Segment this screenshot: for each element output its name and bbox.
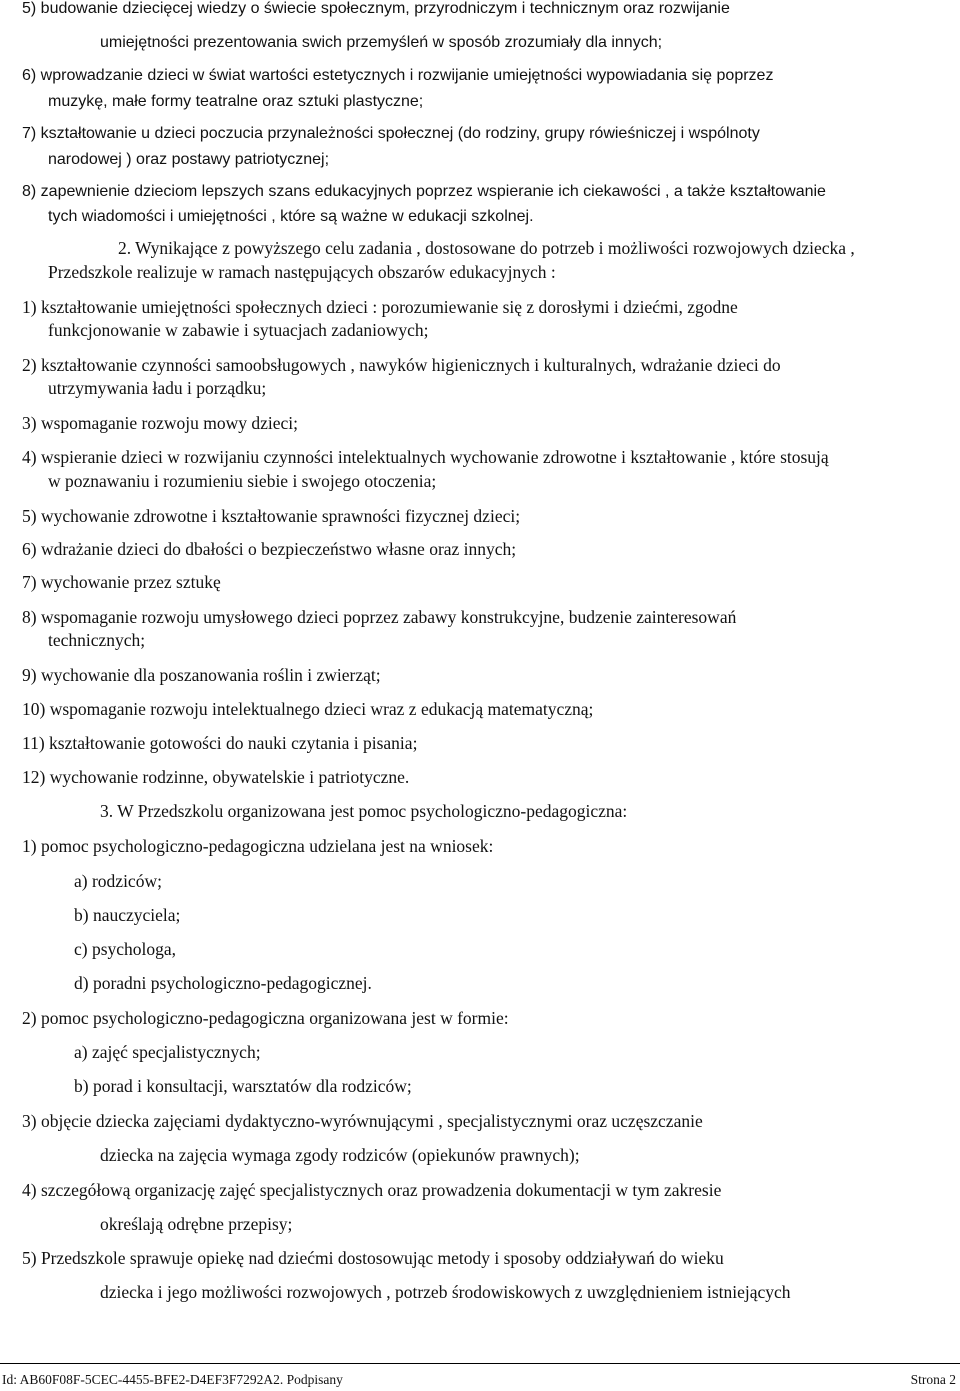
para-8-line-1: 8) zapewnienie dzieciom lepszych szans edukacyjnych poprzez wspieranie ich ciekawości , a także kształtowanie [22,183,826,200]
help-1b: b) nauczyciela; [74,905,181,925]
help-2b: b) porad i konsultacji, warsztatów dla rodziców; [74,1076,412,1096]
area-4-line-1: 4) wspieranie dzieci w rozwijaniu czynności intelektualnych wychowanie zdrowotne i kształtowanie , które stosują [22,447,829,467]
help-5-line-1: 5) Przedszkole sprawuje opiekę nad dziećmi dostosowując metody i sposoby oddziaływań do wieku [22,1248,724,1268]
area-6: 6) wdrażanie dzieci do dbałości o bezpieczeństwo własne oraz innych; [22,539,517,559]
help-2: 2) pomoc psychologiczno-pedagogiczna organizowana jest w formie: [22,1008,509,1028]
help-3-line-2: dziecka na zajęcia wymaga zgody rodziców (opiekunów prawnych); [100,1145,580,1165]
section-2-line-1: 2. Wynikające z powyższego celu zadania , dostosowane do potrzeb i możliwości rozwojowych dziecka , [118,238,855,258]
area-10: 10) wspomaganie rozwoju intelektualnego dzieci wraz z edukacją matematyczną; [22,699,594,719]
help-1a: a) rodziców; [74,871,162,891]
para-7-line-2: narodowej ) oraz postawy patriotycznej; [48,151,330,168]
area-8-line-2: technicznych; [48,630,146,650]
area-9: 9) wychowanie dla poszanowania roślin i zwierząt; [22,665,381,685]
page-number: Strona 2 [910,1372,956,1387]
help-1: 1) pomoc psychologiczno-pedagogiczna udzielana jest na wniosek: [22,836,494,856]
section-3-heading: 3. W Przedszkolu organizowana jest pomoc psychologiczno-pedagogiczna: [100,801,628,821]
section-2-line-2: Przedszkole realizuje w ramach następujących obszarów edukacyjnych : [48,262,556,282]
area-4-line-2: w poznawaniu i rozumieniu siebie i swojego otoczenia; [48,471,437,491]
para-6-line-2: muzykę, małe formy teatralne oraz sztuki plastyczne; [48,93,424,110]
help-4-line-1: 4) szczegółową organizację zajęć specjalistycznych oraz prowadzenia dokumentacji w tym zakresie [22,1180,722,1200]
help-1c: c) psychologa, [74,939,177,959]
para-8-line-2: tych wiadomości i umiejętności , które są ważne w edukacji szkolnej. [48,208,534,225]
area-5: 5) wychowanie zdrowotne i kształtowanie sprawności fizycznej dzieci; [22,506,521,526]
para-6-line-1: 6) wprowadzanie dzieci w świat wartości estetycznych i rozwijanie umiejętności wypowiadania się poprzez [22,67,774,84]
area-8-line-1: 8) wspomaganie rozwoju umysłowego dzieci poprzez zabawy konstrukcyjne, budzenie zainteresowań [22,607,737,627]
area-12: 12) wychowanie rodzinne, obywatelskie i patriotyczne. [22,767,410,787]
area-3: 3) wspomaganie rozwoju mowy dzieci; [22,413,299,433]
area-1-line-2: funkcjonowanie w zabawie i sytuacjach zadaniowych; [48,320,429,340]
area-7: 7) wychowanie przez sztukę [22,572,221,592]
help-1d: d) poradni psychologiczno-pedagogicznej. [74,973,372,993]
para-5-line-1: 5) budowanie dziecięcej wiedzy o świecie społecznym, przyrodniczym i technicznym oraz rozwijanie [22,0,730,17]
area-2-line-2: utrzymywania ładu i porządku; [48,378,267,398]
help-4-line-2: określają odrębne przepisy; [100,1214,293,1234]
help-2a: a) zajęć specjalistycznych; [74,1042,261,1062]
area-11: 11) kształtowanie gotowości do nauki czytania i pisania; [22,733,418,753]
help-5-line-2: dziecka i jego możliwości rozwojowych , potrzeb środowiskowych z uwzględnieniem istniejących [100,1282,791,1302]
para-7-line-1: 7) kształtowanie u dzieci poczucia przynależności społecznej (do rodziny, grupy rówieśniczej i wspólnoty [22,125,760,142]
area-1-line-1: 1) kształtowanie umiejętności społecznych dzieci : porozumiewanie się z dorosłymi i dziećmi, zgodne [22,297,738,317]
para-5-line-2: umiejętności prezentowania swich przemyśleń w sposób zrozumiały dla innych; [100,34,663,51]
area-2-line-1: 2) kształtowanie czynności samoobsługowych , nawyków higienicznych i kulturalnych, wdrażanie dzieci do [22,355,781,375]
footer-divider [0,1363,960,1364]
help-3-line-1: 3) objęcie dziecka zajęciami dydaktyczno-wyrównującymi , specjalistycznymi oraz uczęszczanie [22,1111,703,1131]
document-id: Id: AB60F08F-5CEC-4455-BFE2-D4EF3F7292A2. Podpisany [2,1372,343,1387]
